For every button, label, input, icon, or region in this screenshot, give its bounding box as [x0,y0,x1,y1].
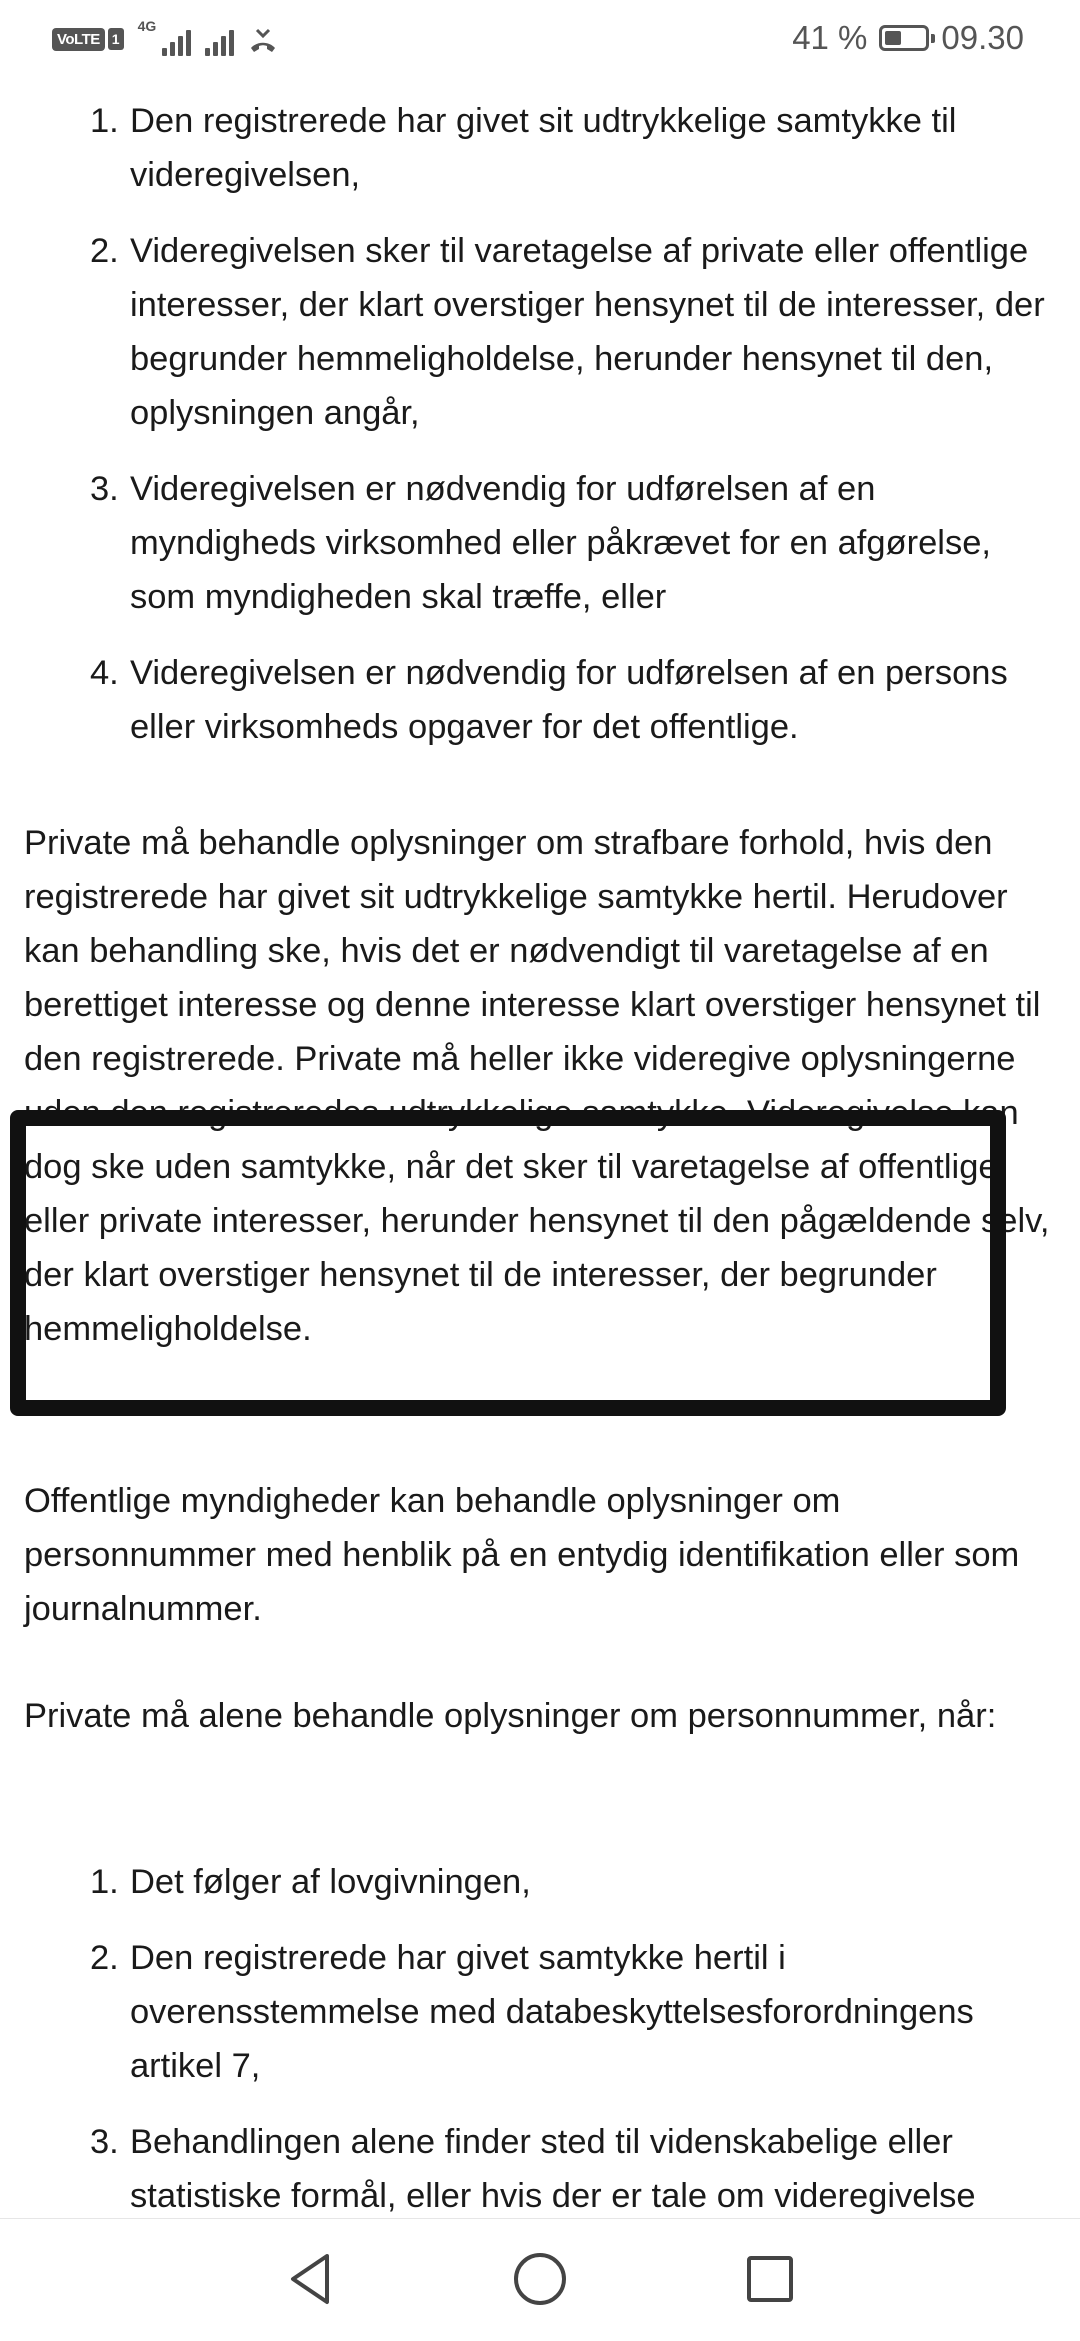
cpr-conditions-list [0,1855,1080,2218]
battery-icon [879,25,929,51]
videregivelse-conditions-list [0,94,1080,776]
signal-strength-icon-sim1 [162,26,191,56]
list-item [90,462,1080,624]
list-item-number: 2. [90,1939,119,1977]
paragraph-private-criminal-data: Private må behandle oplysninger om strafbare forhold, hvis den registrerede har givet sit udtrykkelige samtykke hertil. Herudover kan behandling ske, hvis det er nødvendigt til varetagelse af en berettiget interesse og denne interesse klart overstiger hensynet til den registrerede. Private må heller ikke videregive oplysningerne uden den registreredes udtrykkelige samtykke. Videregivelse kan dog ske uden samtykke, når det sker til varetagelse af offentlige eller private interesser, herunder hensynet til den pågældende selv, der klart overstiger hensynet til de interesser, der begrunder hemmeligholdelse. [24,824,1050,1348]
back-button[interactable] [280,2249,340,2309]
list-item [90,94,1080,202]
list-item [90,224,1080,440]
list-item-text: Behandlingen alene finder sted til videnskabelige eller statistiske formål, eller hvis der er tale om videregivelse [130,2123,976,2215]
list-item-text: Den registrerede har givet samtykke hertil i overensstemmelse med databeskyttelsesforordningens artikel 7, [130,1939,974,2085]
list-item [90,1931,1080,2093]
signal-strength-icon-sim2 [205,26,234,56]
status-left-group [52,20,278,56]
triangle-back-icon [285,2252,335,2306]
list-item-number: 1. [90,1863,119,1901]
list-item-number: 1. [90,102,119,140]
list-item-text: Videregivelsen sker til varetagelse af private eller offentlige interesser, der klart overstiger hensynet til de interesser, der begrunder hemmeligholdelse, herunder hensynet til den, oplysningen angår, [130,232,1045,432]
list-item-number: 3. [90,2123,119,2161]
missed-call-icon [248,26,278,56]
battery-level-fill [885,31,901,45]
recents-button[interactable] [740,2249,800,2309]
list-item-number: 3. [90,470,119,508]
list-item-text: Videregivelsen er nødvendig for udførelsen af en myndigheds virksomhed eller påkrævet for en afgørelse, som myndigheden skal træffe, eller [130,470,991,616]
volte-badge: VoLTE [52,28,105,51]
list-item-text: Det følger af lovgivningen, [130,1863,531,1901]
list-item [90,1855,1080,1909]
list-item-text: Den registrerede har givet sit udtrykkelige samtykke til videregivelsen, [130,102,957,194]
network-type-label: 4G [137,18,157,34]
document-content[interactable] [0,76,1080,2218]
list-item-number: 2. [90,232,119,270]
circle-home-icon [512,2251,568,2307]
battery-percent: 41 % [792,19,868,56]
paragraph-public-cpr: Offentlige myndigheder kan behandle oplysninger om personnummer med henblik på en entydig identifikation eller som journalnummer. [24,1482,1020,1628]
system-navigation-bar [0,2218,1080,2341]
list-item-text: Videregivelsen er nødvendig for udførelsen af en persons eller virksomheds opgaver for det offentlige. [130,654,1008,746]
list-item [90,646,1080,754]
sim-slot-badge: 1 [108,28,124,50]
list-item-number: 4. [90,654,119,692]
status-bar [0,0,1080,76]
clock-time: 09.30 [941,19,1024,56]
home-button[interactable] [510,2249,570,2309]
square-recents-icon [745,2254,795,2304]
list-item [90,2115,1080,2218]
status-right-group [792,18,1024,58]
paragraph-private-cpr-intro: Private må alene behandle oplysninger om personnummer, når: [24,1697,997,1735]
volte-indicator [52,26,124,52]
